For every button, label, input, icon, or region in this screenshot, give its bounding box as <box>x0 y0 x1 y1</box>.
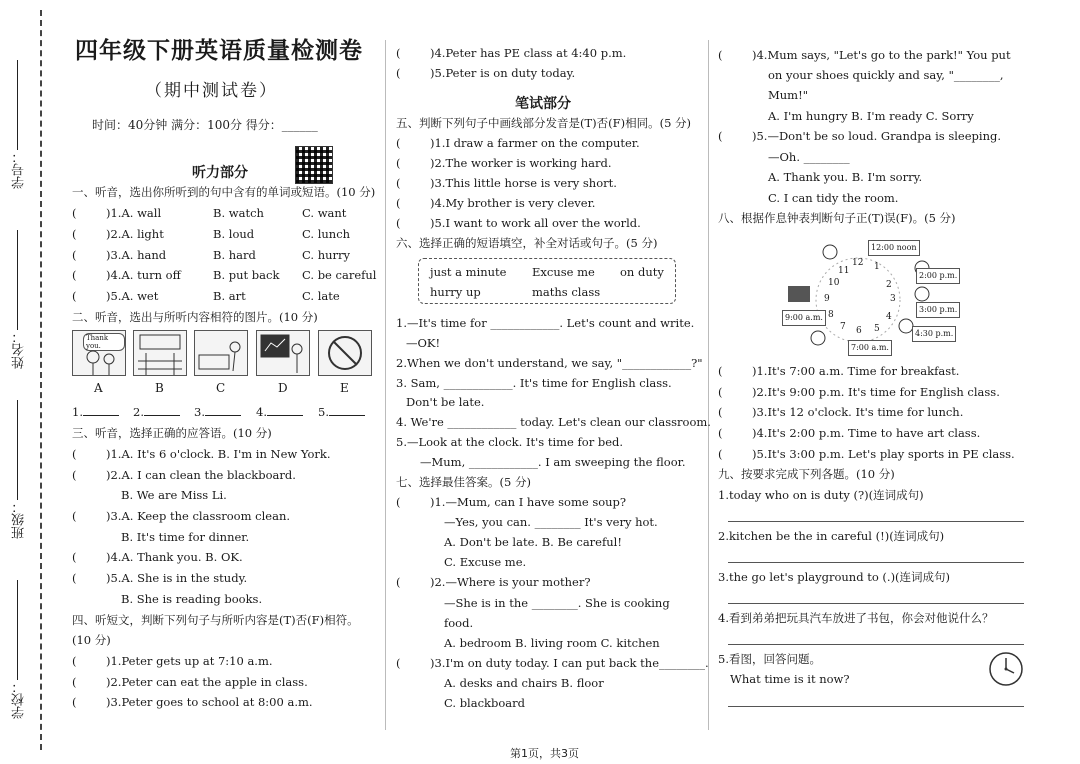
answer-blank[interactable]: 1. <box>72 405 119 419</box>
s7-item: Mum!" <box>768 88 808 102</box>
picture-label: D <box>278 381 288 395</box>
clock-number: 4 <box>886 312 892 322</box>
s6-item: —OK! <box>406 336 441 350</box>
s4-item: ( )1.Peter gets up at 7:10 a.m. <box>72 654 273 668</box>
picture-label: E <box>340 381 349 395</box>
clock-number: 8 <box>828 310 834 320</box>
word-bank-item: on duty <box>620 265 664 279</box>
s7-item: ( )2.—Where is your mother? <box>396 575 591 589</box>
s7-option: C. I can tidy the room. <box>768 191 899 205</box>
s7-item: ( )3.I'm on duty today. I can put back the________. <box>396 656 709 670</box>
s7-option: A. Thank you. B. I'm sorry. <box>768 170 923 184</box>
binding-strip <box>0 0 40 764</box>
section-4-title: 四、听短文，判断下列句子与所听内容是(T)否(F)相符。 <box>72 613 359 627</box>
section-4-score: (10 分) <box>72 633 111 647</box>
s6-item: 3. Sam, ____________. It's time for English class. <box>396 376 672 390</box>
answer-line[interactable] <box>728 644 1024 645</box>
picture-label: B <box>155 381 164 395</box>
listening-heading: 听力部分 <box>192 165 248 181</box>
time-tag: 4:30 p.m. <box>912 326 956 342</box>
s7-item: food. <box>444 616 474 630</box>
s3-item: ( )1.A. It's 6 o'clock. B. I'm in New York. <box>72 447 331 461</box>
student-id-label: 学号： <box>12 150 27 189</box>
word-bank-item: maths class <box>532 285 601 299</box>
section-2-title: 二、听音，选出与所听内容相符的图片。(10 分) <box>72 310 318 324</box>
word-bank-item: hurry up <box>430 285 481 299</box>
clock-number: 1 <box>874 262 880 272</box>
school-line <box>17 580 18 680</box>
s8-item: ( )5.It's 3:00 p.m. Let's play sports in PE class. <box>718 447 1015 461</box>
column-divider <box>708 40 709 730</box>
writing-heading: 笔试部分 <box>515 96 571 112</box>
s6-item: 1.—It's time for ____________. Let's count and write. <box>396 316 695 330</box>
qr-code-icon <box>295 146 333 184</box>
s7-option: C. Excuse me. <box>444 555 527 569</box>
time-tag: 12:00 noon <box>868 240 920 256</box>
section-8-title: 八、根据作息钟表判断句子正(T)误(F)。(5 分) <box>718 211 956 225</box>
column-divider <box>385 40 386 730</box>
section-6-title: 六、选择正确的短语填空，补全对话或句子。(5 分) <box>396 236 658 250</box>
s5-item: ( )1.I draw a farmer on the computer. <box>396 136 640 150</box>
class-label: 班级： <box>12 500 27 539</box>
name-line <box>17 230 18 330</box>
s9-item: 2.kitchen be the in careful (!)(连词成句) <box>718 529 945 543</box>
s7-option: A. Don't be late. B. Be careful! <box>444 535 622 549</box>
s6-item: 4. We're ____________ today. Let's clean our classroom. <box>396 415 711 429</box>
clock-number: 9 <box>824 294 830 304</box>
time-tag: 7:00 a.m. <box>848 340 892 356</box>
s4-item: ( )5.Peter is on duty today. <box>396 66 576 80</box>
clock-number: 5 <box>874 324 880 334</box>
answer-blank[interactable]: 2. <box>133 405 180 419</box>
s4-item: ( )3.Peter goes to school at 8:00 a.m. <box>72 695 313 709</box>
picture-b <box>133 330 187 376</box>
s7-option: A. bedroom B. living room C. kitchen <box>444 636 660 650</box>
clock-number: 3 <box>890 294 896 304</box>
s9-item: What time is it now? <box>730 672 850 686</box>
section-9-title: 九、按要求完成下列各题。(10 分) <box>718 467 895 481</box>
s3-item: ( )2.A. I can clean the blackboard. <box>72 468 296 482</box>
word-bank-item: just a minute <box>430 265 507 279</box>
picture-a: Thank you. <box>72 330 126 376</box>
section-1-title: 一、听音，选出你所听到的句中含有的单词或短语。(10 分) <box>72 185 376 199</box>
s3-option: B. She is reading books. <box>121 592 263 606</box>
time-tag: 3:00 p.m. <box>916 302 960 318</box>
s3-item: ( )5.A. She is in the study. <box>72 571 248 585</box>
s6-item: —Mum, ____________. I am sweeping the floor. <box>420 455 686 469</box>
word-bank-item: Excuse me <box>532 265 595 279</box>
s9-item: 4.看到弟弟把玩具汽车放进了书包，你会对他说什么？ <box>718 611 994 625</box>
answer-line[interactable] <box>728 706 1024 707</box>
answer-blank[interactable]: 5. <box>318 405 365 419</box>
s7-item: ( )5.—Don't be so loud. Grandpa is sleeping. <box>718 129 1002 143</box>
class-line <box>17 400 18 500</box>
picture-d <box>256 330 310 376</box>
page-footer: 第1页，共3页 <box>510 747 579 760</box>
answer-blank[interactable]: 4. <box>256 405 303 419</box>
time-tag: 9:00 a.m. <box>782 310 826 326</box>
s7-option: C. blackboard <box>444 696 526 710</box>
picture-label: C <box>216 381 226 395</box>
s6-item: Don't be late. <box>406 395 485 409</box>
s8-item: ( )2.It's 9:00 p.m. It's time for English class. <box>718 385 1000 399</box>
section-3-title: 三、听音，选择正确的应答语。(10 分) <box>72 426 272 440</box>
exam-info: 时间：40分钟 满分：100分 得分：______ <box>92 118 318 132</box>
s7-option: A. I'm hungry B. I'm ready C. Sorry <box>768 109 974 123</box>
s5-item: ( )4.My brother is very clever. <box>396 196 596 210</box>
picture-c <box>194 330 248 376</box>
s3-option: B. It's time for dinner. <box>121 530 250 544</box>
s7-item: ( )4.Mum says, "Let's go to the park!" You put <box>718 48 1011 62</box>
s9-item: 5.看图，回答问题。 <box>718 652 821 666</box>
picture-label: A <box>94 381 103 395</box>
s9-item: 1.today who on is duty (?)(连词成句) <box>718 488 924 502</box>
name-label: 姓名： <box>12 330 27 369</box>
student-id-line <box>17 60 18 150</box>
time-tag: 2:00 p.m. <box>916 268 960 284</box>
section-7-title: 七、选择最佳答案。(5 分) <box>396 475 531 489</box>
clock-number: 2 <box>886 280 892 290</box>
s4-item: ( )2.Peter can eat the apple in class. <box>72 675 308 689</box>
s6-item: 5.—Look at the clock. It's time for bed. <box>396 435 624 449</box>
s5-item: ( )2.The worker is working hard. <box>396 156 612 170</box>
s6-item: 2.When we don't understand, we say, "____________?" <box>396 356 703 370</box>
s8-item: ( )3.It's 12 o'clock. It's time for lunch. <box>718 405 964 419</box>
s7-item: —She is in the ________. She is cooking <box>444 596 670 610</box>
s7-option: A. desks and chairs B. floor <box>444 676 604 690</box>
s5-item: ( )5.I want to work all over the world. <box>396 216 641 230</box>
s3-item: ( )4.A. Thank you. B. OK. <box>72 550 243 564</box>
picture-e <box>318 330 372 376</box>
s3-option: B. We are Miss Li. <box>121 488 227 502</box>
page-title: 四年级下册英语质量检测卷 <box>75 37 363 64</box>
cut-line <box>40 10 42 750</box>
clock-number: 7 <box>840 322 846 332</box>
s7-item: —Oh. ________ <box>768 150 850 164</box>
s3-item: ( )3.A. Keep the classroom clean. <box>72 509 290 523</box>
s8-item: ( )4.It's 2:00 p.m. Time to have art class. <box>718 426 981 440</box>
s5-item: ( )3.This little horse is very short. <box>396 176 617 190</box>
clock-number: 11 <box>838 266 850 276</box>
clock-number: 6 <box>856 326 862 336</box>
clock-number: 10 <box>828 278 840 288</box>
s8-item: ( )1.It's 7:00 a.m. Time for breakfast. <box>718 364 960 378</box>
answer-line[interactable] <box>728 562 1024 563</box>
answer-line[interactable] <box>728 521 1024 522</box>
answer-blank[interactable]: 3. <box>194 405 241 419</box>
page-subtitle: （期中测试卷） <box>145 81 278 101</box>
school-label: 学校： <box>12 680 27 719</box>
s7-item: ( )1.—Mum, can I have some soup? <box>396 495 627 509</box>
clock-number: 12 <box>852 258 864 268</box>
section-5-title: 五、判断下列句子中画线部分发音是(T)否(F)相同。(5 分) <box>396 116 692 130</box>
s7-item: —Yes, you can. ________ It's very hot. <box>444 515 658 529</box>
answer-line[interactable] <box>728 603 1024 604</box>
s4-item: ( )4.Peter has PE class at 4:40 p.m. <box>396 46 627 60</box>
s9-item: 3.the go let's playground to (.)(连词成句) <box>718 570 951 584</box>
schedule-clock-figure <box>782 230 962 358</box>
s7-item: on your shoes quickly and say, "________, <box>768 68 1004 82</box>
clock-icon <box>988 651 1024 691</box>
